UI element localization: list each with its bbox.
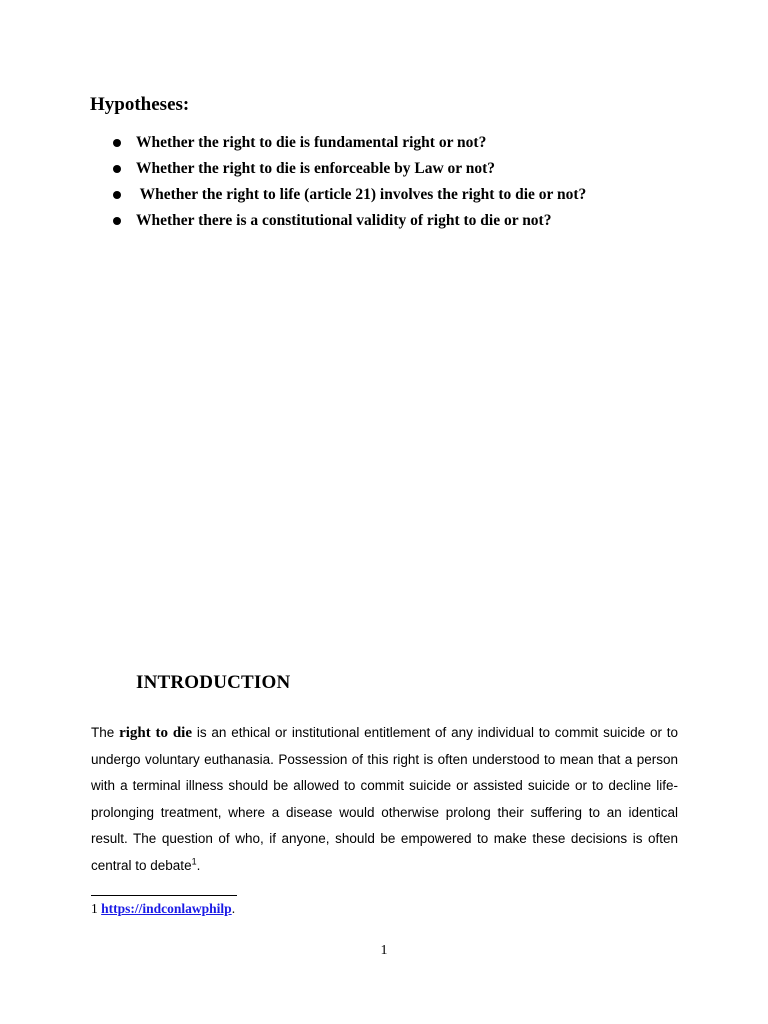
bullet-icon: [113, 191, 121, 199]
bullet-icon: [113, 165, 121, 173]
hypothesis-text: Whether the right to life (article 21) involves the right to die or not?: [136, 186, 587, 203]
footnote-number: 1: [91, 901, 98, 916]
list-item: [110, 210, 586, 236]
footnote-link[interactable]: https://indconlawphilp: [101, 901, 232, 916]
intro-lead: The: [91, 725, 120, 740]
introduction-paragraph: [91, 720, 678, 880]
intro-tail: .: [196, 857, 201, 873]
footnote-reference[interactable]: 1: [191, 856, 197, 867]
footnote-tail: .: [231, 901, 236, 916]
hypothesis-text: Whether the right to die is enforceable by Law or not?: [136, 160, 496, 177]
hypothesis-text: Whether there is a constitutional validity of right to die or not?: [136, 212, 552, 229]
list-item: [110, 184, 586, 210]
bullet-icon: [113, 217, 121, 225]
list-item: [110, 132, 586, 158]
bullet-icon: [113, 139, 121, 147]
footnote: [91, 901, 235, 917]
hypotheses-heading: Hypotheses:: [90, 94, 190, 115]
intro-body: is an ethical or institutional entitlement of any individual to commit suicide or to undergo voluntary euthanasia. Possession of this right is often understood to mean that a person with a terminal illness should be allowed to commit suicide or assisted suicide or to decline life-prolonging treatment, where a disease would otherwise prolong their suffering to an identical result. The question of who, if anyone, should be empowered to make these decisions is often central to debate: [91, 725, 679, 873]
introduction-heading: INTRODUCTION: [136, 672, 291, 693]
page-number: 1: [380, 943, 388, 958]
hypothesis-text: Whether the right to die is fundamental right or not?: [136, 134, 487, 151]
hypotheses-list: [110, 132, 586, 236]
list-item: [110, 158, 586, 184]
intro-bold-term: right to die: [119, 725, 193, 741]
footnote-separator: [91, 895, 237, 896]
